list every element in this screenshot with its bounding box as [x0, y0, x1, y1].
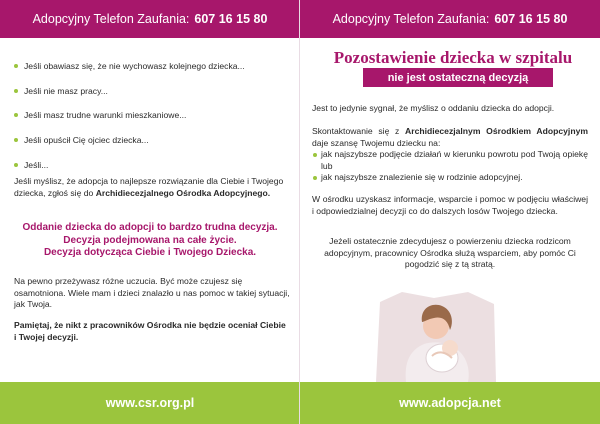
list-item: Jeśli nie masz pracy...: [14, 79, 294, 104]
phone-label: Adopcyjny Telefon Zaufania:: [32, 12, 190, 26]
remember-paragraph: Pamiętaj, że nikt z pracowników Ośrodka nie będzie oceniał Ciebie i Twojej decyzji.: [14, 320, 286, 342]
phone-number[interactable]: 607 16 15 80: [494, 12, 568, 26]
contact-paragraph: Skontaktowanie się z Archidiecezjalnym Ośrodkiem Adopcyjnym daje szansę Twojemu dziecku na: jak najszybsze podjęcie działań w kierunku powrotu pod Twoją opiekę lub jak najszybsze znalezienie się w rodzinie adopcyjnej.: [312, 126, 588, 182]
highlight-text: Oddanie dziecka do adopcji to bardzo trudna decyzja. Decyzja podejmowana na całe życie. Decyzja dotycząca Ciebie i Twojego Dziecka.: [22, 222, 278, 259]
bullet-icon: [14, 89, 18, 93]
bullet-icon: [14, 64, 18, 68]
bullet-icon: [313, 153, 317, 157]
bullet-icon: [14, 113, 18, 117]
list-item: Jeśli masz trudne warunki mieszkaniowe...: [14, 103, 294, 128]
list-item: jak najszybsze znalezienie się w rodzinie adopcyjnej.: [312, 172, 588, 184]
footer-right: [300, 382, 600, 424]
bullet-icon: [313, 176, 317, 180]
footer-left: [0, 382, 300, 424]
list-item: Jeśli obawiasz się, że nie wychowasz kolejnego dziecka...: [14, 54, 294, 79]
footer-link-adopcja[interactable]: www.adopcja.net: [399, 396, 501, 410]
footer-link-csr[interactable]: www.csr.org.pl: [105, 396, 195, 410]
decision-paragraph: Jeżeli ostatecznie zdecydujesz o powierzeniu dziecka rodzicom adopcyjnym, pracownicy Ośrodka służą wsparciem, aby pomóc Ci pogodzić się z tą stratą.: [324, 236, 576, 269]
title-badge: nie jest ostateczną decyzją: [363, 68, 553, 87]
list-item: Jeśli opuścił Cię ojciec dziecka...: [14, 128, 294, 153]
bullet-icon: [14, 163, 18, 167]
feelings-paragraph: Na pewno przeżywasz różne uczucia. Być może czujesz się osamotniona. Wiele mam i dzieci znalazło u nas pomoc w takiej sytuacji, jak Twoja.: [14, 276, 290, 310]
support-paragraph: W ośrodku uzyskasz informacje, wsparcie i pomoc w podjęciu właściwej i odpowiedzialnej decyzji co do dalszych losów Twojego dziecka.: [312, 194, 588, 216]
bullet-icon: [14, 138, 18, 142]
adoption-paragraph: Jeśli myślisz, że adopcja to najlepsze rozwiązanie dla Ciebie i Twojego dziecka, zgłoś się do Archidiecezjalnego Ośrodka Adopcyjnego.: [14, 176, 284, 198]
chances-list: [312, 149, 588, 184]
mother-child-photo: [372, 292, 500, 382]
phone-bar-right: [300, 0, 600, 38]
signal-paragraph: Jest to jedynie sygnał, że myślisz o oddaniu dziecka do adopcji.: [312, 103, 555, 113]
phone-bar-left: [0, 0, 300, 38]
list-item: Jeśli...: [14, 152, 294, 177]
concerns-list: [14, 54, 294, 177]
phone-label: Adopcyjny Telefon Zaufania:: [332, 12, 490, 26]
phone-number[interactable]: 607 16 15 80: [194, 12, 268, 26]
page-title: Pozostawienie dziecka w szpitalu: [333, 48, 573, 67]
list-item: jak najszybsze podjęcie działań w kierunku powrotu pod Twoją opiekę lub: [312, 149, 588, 172]
